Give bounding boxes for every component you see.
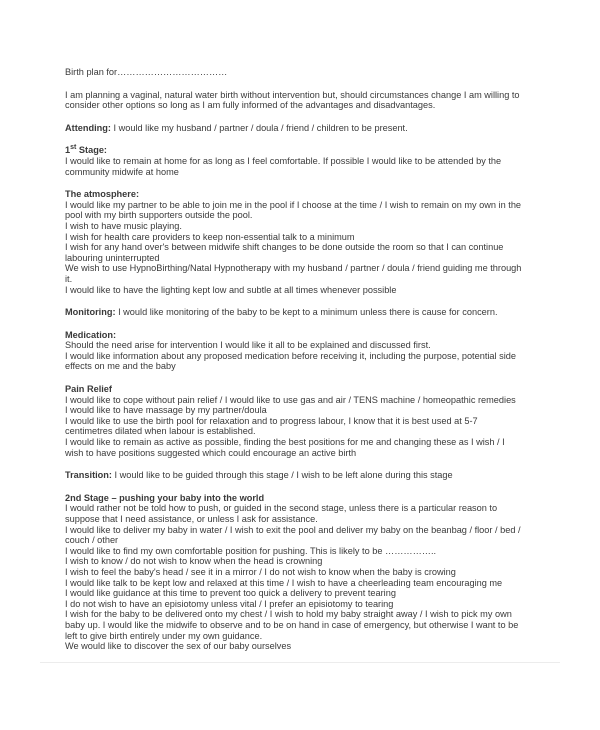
first-stage-heading-superscript: st — [70, 144, 77, 152]
attending-text: I would like my husband / partner / doula / friend / children to be present. — [110, 122, 408, 133]
second-stage-line: I would like to deliver my baby in water / I wish to exit the pool and deliver my baby on the beanbag / floor / bed / couch / other — [65, 524, 521, 546]
attending-heading: Attending: — [65, 122, 111, 133]
second-stage-line: I would like guidance at this time to prevent too quick a delivery to prevent tearing — [65, 588, 396, 599]
pain-relief-line: I would like to remain as active as possible, finding the best positions for me and changing these as I wish / I wish to have positions suggested which could encourage an active birth — [65, 437, 505, 458]
pain-relief-heading: Pain Relief — [65, 384, 112, 395]
pain-relief-line: I would like to use the birth pool for relaxation and to progress labour, I know that it is best used at 5-7 centimetres dilated when labour is established. — [65, 415, 478, 437]
atmosphere-line: I would like my partner to be able to join me in the pool if I choose at the time / I wish to remain on my own in the pool with my birth supporters outside the pool. — [65, 199, 522, 221]
birth-plan-document — [65, 67, 525, 652]
transition-section — [65, 470, 525, 481]
intro-paragraph: I am planning a vaginal, natural water birth without intervention but, should circumstances change I am willing to consider other options so long as I am fully informed of the advantages and disadvantages. — [65, 89, 520, 111]
medication-heading: Medication: — [65, 329, 117, 340]
second-stage-line: I would rather not be told how to push, or guided in the second stage, unless there is a particular reason to suppose that I need assistance, or unless I ask for assistance. — [65, 503, 498, 524]
second-stage-line: I would like to find my own comfortable position for pushing. This is likely to be …………….. — [65, 545, 437, 556]
second-stage-heading: 2nd Stage – pushing your baby into the world — [65, 492, 265, 503]
document-title: Birth plan for……………………………… — [65, 67, 228, 77]
first-stage-heading — [65, 145, 525, 156]
second-stage-line: I would like talk to be kept low and relaxed at this time / I wish to have a cheerleading team encouraging me — [65, 577, 503, 588]
monitoring-text: I would like monitoring of the baby to be kept to a minimum unless there is cause for concern. — [115, 307, 498, 318]
atmosphere-line: I would like to have the lighting kept low and subtle at all times whenever possible — [65, 284, 397, 295]
monitoring-section — [65, 307, 525, 318]
atmosphere-heading: The atmosphere: — [65, 189, 140, 200]
pain-relief-line: I would like to cope without pain relief / I would like to use gas and air / TENS machine / homeopathic remedies — [65, 394, 516, 405]
first-stage-heading-number: 1 — [65, 145, 71, 156]
transition-text: I would like to be guided through this stage / I wish to be left alone during this stage — [111, 470, 453, 481]
atmosphere-line: We wish to use HypnoBirthing/Natal Hypnotherapy with my husband / partner / doula / friend guiding me through it. — [65, 263, 522, 284]
atmosphere-line: I wish for health care providers to keep non-essential talk to a minimum — [65, 231, 355, 242]
monitoring-heading: Monitoring: — [65, 307, 116, 318]
atmosphere-line: I wish for any hand over's between midwife shift changes to be done outside the room so that I can continue labouring uninterrupted — [65, 242, 504, 263]
second-stage-line: I wish to feel the baby's head / see it in a mirror / I do not wish to know when the baby is crowing — [65, 566, 456, 577]
medication-line: I would like information about any proposed medication before receiving it, including the purpose, potential side effects on me and the baby — [65, 350, 516, 372]
medication-line: Should the need arise for intervention I would like it all to be explained and discussed first. — [65, 340, 431, 351]
first-stage-text: I would like to remain at home for as long as I feel comfortable. If possible I would like to be attended by the community midwife at home — [65, 155, 502, 177]
page-bottom-divider — [40, 662, 560, 663]
attending-section — [65, 123, 525, 134]
second-stage-line: I do not wish to have an episiotomy unless vital / I prefer an episiotomy to tearing — [65, 598, 394, 609]
second-stage-line: I wish for the baby to be delivered onto my chest / I wish to hold my baby straight away / I wish to pick my own baby up. I would like the midwife to observe and to be on hand in case of emergency, but otherwise I want to be left to give birth entirely under my own guidance. — [65, 609, 519, 641]
second-stage-line: We would like to discover the sex of our baby ourselves — [65, 641, 292, 652]
second-stage-line: I wish to know / do not wish to know when the head is crowning — [65, 556, 323, 567]
transition-heading: Transition: — [65, 470, 112, 481]
atmosphere-line: I wish to have music playing. — [65, 220, 182, 231]
first-stage-heading-label: Stage: — [76, 145, 107, 156]
pain-relief-line: I would like to have massage by my partner/doula — [65, 405, 267, 416]
